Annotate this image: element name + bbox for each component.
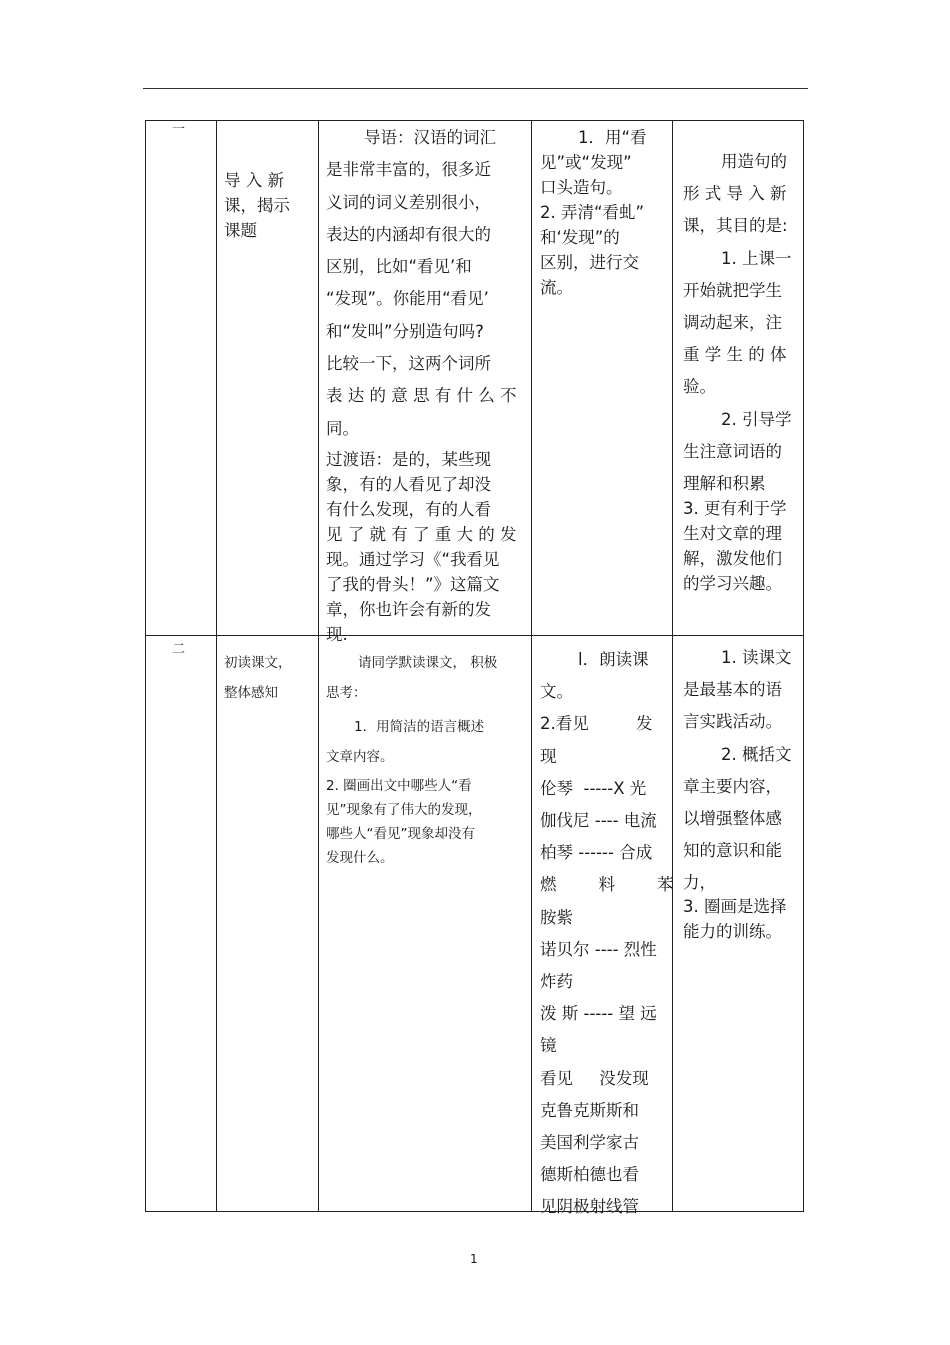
intent-line: 是最基本的语 [683,680,782,700]
teacher-line: 区别，比如“看见’和 [326,257,472,277]
intent-line: 生对文章的理 [683,524,782,544]
teacher-line: 章，你也许会有新的发 [326,599,491,619]
column-divider [531,120,532,1212]
teacher-line: 发现什么。 [326,850,394,866]
student-line: l．朗读课 [578,650,649,669]
intent-line: 1. 上课一 [721,248,792,268]
stage-line: 课，揭示 [224,196,290,215]
teacher-line: 义词的词义差别很小， [326,192,491,212]
teacher-line: 比较一下，这两个词所 [326,354,491,374]
column-divider [216,120,217,1212]
student-line: 见”或“发现” [540,153,632,172]
student-line: 区别，进行交 [540,253,639,272]
student-activity-cell [540,125,668,300]
teacher-line: 1．用简洁的语言概述 [354,719,485,735]
intent-line: 形 式 导 入 新 [683,184,787,204]
teacher-line: 请同学默读课文， 积极 [358,655,498,671]
intent-line: 3. 圈画是选择 [683,896,787,916]
teacher-line: 导语：汉语的词汇 [364,128,496,147]
student-line: 伽伐尼 ---- 电流 [540,811,657,831]
student-line: 诺贝尔 ---- 烈性 [540,939,657,959]
student-line: 流。 [540,278,573,297]
intent-line: 生注意词语的 [683,441,782,461]
intent-line: 力， [683,873,716,893]
teacher-line: 表达的内涵却有很大的 [326,224,491,244]
student-line: 炸药 [540,972,573,992]
intent-line: 言实践活动。 [683,712,782,732]
intent-line: 调动起来，注 [683,313,782,333]
student-line: 德斯柏德也看 [540,1165,639,1185]
student-line: 镜 [540,1036,557,1056]
teacher-line: 同。 [326,418,359,438]
stage-line: 整体感知 [224,685,278,701]
student-line: 文。 [540,682,573,702]
student-line: 克鲁克斯斯和 [540,1100,639,1120]
page-number: 1 [470,1252,478,1266]
intent-line: 解，激发他们 [683,549,782,569]
student-line: 美国利学家古 [540,1133,639,1153]
student-line: 和‘发现”的 [540,228,620,247]
teacher-line: 表 达 的 意 思 有 什 么 不 [326,386,517,406]
intent-line: 的学习兴趣。 [683,574,782,594]
teacher-line: 是非常丰富的，很多近 [326,160,491,180]
row-number: 一 [172,122,186,137]
teacher-line: 过渡语：是的，某些现 [326,449,491,469]
student-line: 燃 料 苯 [540,875,674,895]
teacher-line: 有什么发现，有的人看 [326,499,491,519]
student-line: 看见 没发现 [540,1068,649,1088]
teacher-activity-cell [326,122,526,647]
teacher-line: 思考： [326,685,367,701]
student-line: 2.看见 发 [540,714,653,734]
student-line: 2. 弄清“看虬” [540,203,645,222]
intent-line: 章主要内容， [683,776,782,796]
student-line: 口头造句。 [540,178,623,197]
intent-line: 以增强整体感 [683,809,782,829]
stage-line: 课题 [224,221,257,240]
column-divider [318,120,319,1212]
student-line: 胺紫 [540,907,573,927]
student-line: 泼 斯 ----- 望 远 [540,1004,657,1024]
stage-line: 导 入 新 [224,171,284,190]
teacher-line: 文章内容。 [326,749,394,765]
intent-line: 2. 引导学 [721,409,792,429]
intent-line: 验。 [683,377,716,397]
intent-line: 能力的训练。 [683,921,782,941]
intent-line: 2. 概括文 [721,744,792,764]
teacher-line: 见 了 就 有 了 重 大 的 发 [326,524,517,544]
teacher-line: 见”现象有了伟大的发现， [326,802,482,818]
column-divider [672,120,673,1212]
teacher-line: “发现”。你能用“看见’ [326,289,489,309]
student-line: 1．用“看 [578,128,647,147]
design-intent-cell [683,642,799,944]
intent-line: 用造句的 [721,152,787,171]
teacher-line: 现。通过学习《“我看见 [326,549,500,569]
teacher-line: 哪些人“看见”现象却没有 [326,826,475,842]
student-line: 伦琴 -----X 光 [540,778,647,798]
stage-cell [224,168,312,243]
row-number: 二 [172,642,186,657]
student-line: 见阴极射线管 [540,1197,639,1217]
intent-line: 1. 读课文 [721,648,792,667]
student-activity-cell [540,644,674,1224]
student-line: 柏琴 ------ 合成 [540,843,653,863]
stage-line: 初读课文， [224,655,292,671]
intent-line: 知的意识和能 [683,841,782,861]
teacher-line: 2. 圈画出文中哪些人“看 [326,778,472,794]
intent-line: 开始就把学生 [683,280,782,300]
design-intent-cell [683,146,799,596]
stage-cell [224,648,312,708]
student-line: 现 [540,746,557,766]
teacher-line: 现. [326,624,348,644]
intent-line: 理解和积累 [683,474,766,494]
teacher-line: 和“发叫”分别造句吗? [326,321,484,341]
intent-line: 课，其目的是: [683,216,788,236]
intent-line: 3. 更有利于学 [683,499,787,519]
teacher-line: 了我的骨头！”》这篇文 [326,574,500,594]
teacher-line: 象，有的人看见了却没 [326,474,491,494]
intent-line: 重 学 生 的 体 [683,345,787,365]
teacher-activity-cell [326,648,526,870]
header-rule [143,88,808,89]
